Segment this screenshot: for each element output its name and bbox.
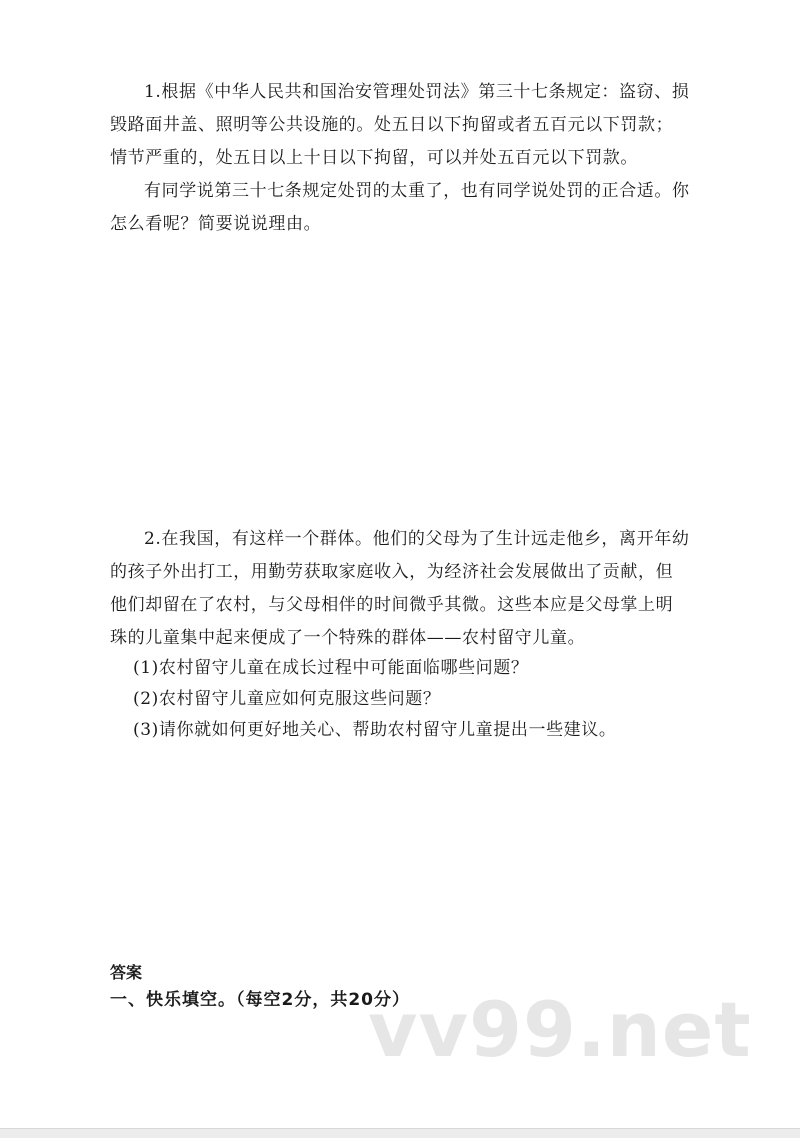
sub-question-1: (1)农村留守儿童在成长过程中可能面临哪些问题？ (133, 658, 529, 678)
sub-question-3: (3)请你就如何更好地关心、帮助农村留守儿童提出一些建议。 (133, 720, 617, 740)
question-2-text: 2.在我国，有这样一个群体。他们的父母为了生计远走他乡，离开年幼的孩子外出打工，用勤劳获取家庭收入，为经济社会发展做出了贡献，但他们却留在了农村，与父母相伴的时间微乎其微。这些本应是父母掌上明珠的儿童集中起来便成了一个特殊的群体——农村留守儿童。 (110, 529, 690, 648)
watermark: vv99.net (368, 985, 752, 1074)
answer-heading: 答案 (110, 963, 143, 982)
question-1-prompt: 有同学说第三十七条规定处罚的太重了，也有同学说处罚的正合适。你怎么看呢？简要说说理由。 (110, 181, 690, 234)
sub-question-2: (2)农村留守儿童应如何克服这些问题？ (133, 689, 441, 709)
question-1-text: 1.根据《中华人民共和国治安管理处罚法》第三十七条规定：盗窃、损毁路面井盖、照明等公共设施的。处五日以下拘留或者五百元以下罚款；情节严重的，处五日以上十日以下拘留，可以并处五百元以下罚款。 (110, 82, 690, 168)
answer-section-title: 一、快乐填空。（每空2分，共20分） (110, 990, 410, 1010)
